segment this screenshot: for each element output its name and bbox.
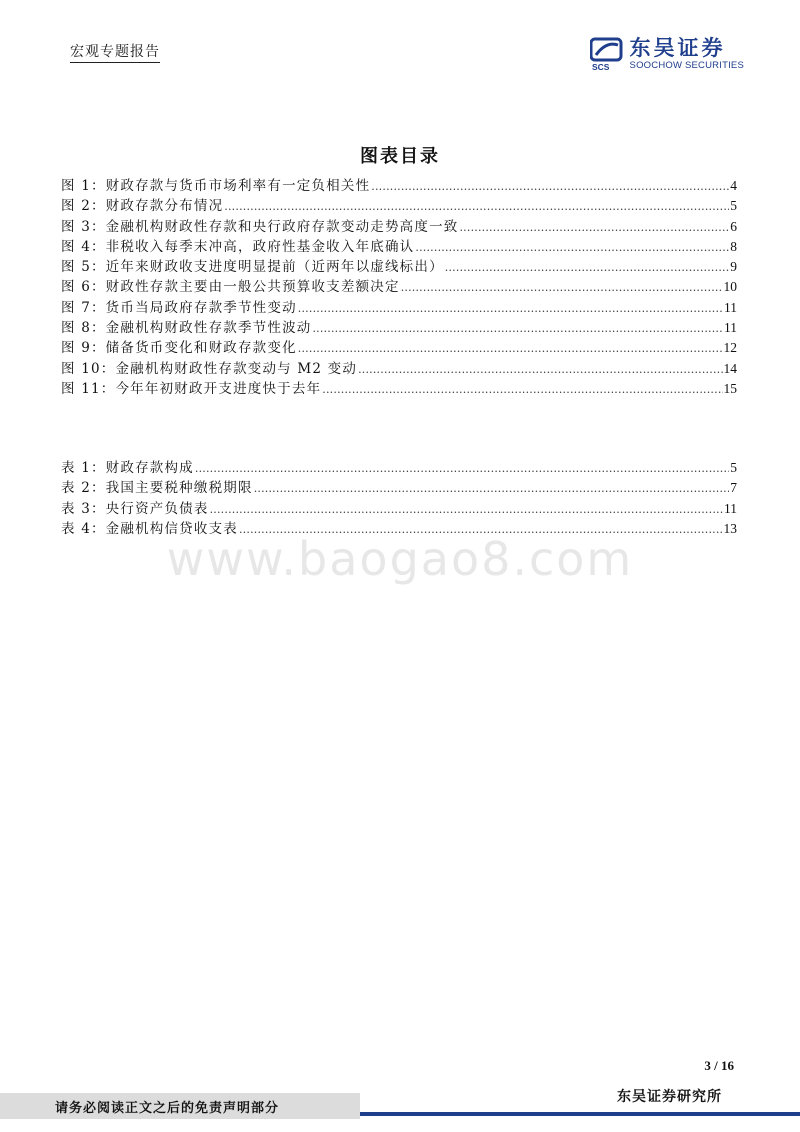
dot-leader xyxy=(298,300,723,316)
disclaimer-text: 请务必阅读正文之后的免责声明部分 xyxy=(55,1100,280,1116)
figure-entry[interactable] xyxy=(61,255,737,275)
dot-leader xyxy=(401,279,723,295)
figure-entry[interactable] xyxy=(61,275,737,295)
table-entry[interactable] xyxy=(61,497,737,517)
table-entry-page: 7 xyxy=(730,480,737,496)
watermark: www.baogao8.com xyxy=(166,532,634,586)
figure-entry-label: 图 8：金融机构财政性存款季节性波动 xyxy=(61,320,312,337)
figure-entry-page: 12 xyxy=(723,340,737,356)
figure-entry-label: 图 11：今年年初财政开支进度快于去年 xyxy=(61,380,322,397)
figure-entry-label: 图 5：近年来财政收支进度明显提前（近两年以虚线标出） xyxy=(61,259,444,276)
report-type-label: 宏观专题报告 xyxy=(70,41,160,63)
soochow-logo-icon xyxy=(590,37,626,71)
figure-entry-label: 图 4：非税收入每季末冲高，政府性基金收入年底确认 xyxy=(61,238,415,255)
figure-entry-label: 图 6：财政性存款主要由一般公共预算收支差额决定 xyxy=(61,279,400,296)
footer-divider xyxy=(360,1112,800,1116)
table-entry[interactable] xyxy=(61,456,737,476)
dot-leader xyxy=(254,480,730,496)
dot-leader xyxy=(312,320,723,336)
dot-leader xyxy=(371,178,729,194)
dot-leader xyxy=(415,239,729,255)
footer-organization: 东吴证券研究所 xyxy=(617,1089,722,1105)
logo-name-cn: 东吴证券 xyxy=(629,36,726,60)
dot-leader xyxy=(195,460,729,476)
disclaimer-banner xyxy=(0,1093,360,1119)
figure-entry[interactable] xyxy=(61,316,737,336)
table-entry-page: 13 xyxy=(723,520,737,536)
table-entry-page: 11 xyxy=(724,500,737,516)
dot-leader xyxy=(210,501,723,517)
dot-leader xyxy=(322,381,722,397)
figure-entry-page: 8 xyxy=(730,238,737,254)
dot-leader xyxy=(224,198,729,214)
table-entry-label: 表 3：央行资产负债表 xyxy=(61,500,209,517)
logo-mark-text: SCS xyxy=(591,61,610,71)
dot-leader xyxy=(358,361,722,377)
figure-entry-label: 图 7：货币当局政府存款季节性变动 xyxy=(61,299,297,316)
figure-entry[interactable] xyxy=(61,336,737,356)
figure-entry-page: 11 xyxy=(724,320,737,336)
figure-entry[interactable] xyxy=(61,235,737,255)
table-entry-label: 表 1：财政存款构成 xyxy=(61,460,194,476)
figure-entry-page: 9 xyxy=(730,259,737,275)
table-entry[interactable] xyxy=(61,476,737,496)
figure-entry[interactable] xyxy=(61,215,737,235)
figure-entry-label: 图 9：储备货币变化和财政存款变化 xyxy=(61,340,297,357)
figure-entry[interactable] xyxy=(61,174,737,194)
logo-name-en: SOOCHOW SECURITIES xyxy=(629,60,744,71)
figure-entry-page: 6 xyxy=(730,218,737,234)
figure-list xyxy=(61,174,737,397)
figure-entry-page: 4 xyxy=(730,178,737,193)
company-logo xyxy=(590,36,744,71)
table-list xyxy=(61,456,737,537)
table-entry-page: 5 xyxy=(730,460,737,475)
dot-leader xyxy=(459,219,729,235)
figure-entry-page: 5 xyxy=(730,198,737,214)
figure-entry-page: 10 xyxy=(723,279,737,295)
figure-entry[interactable] xyxy=(61,194,737,214)
figure-entry[interactable] xyxy=(61,357,737,377)
dot-leader xyxy=(445,259,729,275)
figure-entry-page: 15 xyxy=(723,380,737,396)
figure-entry-label: 图 2：财政存款分布情况 xyxy=(61,198,224,215)
table-entry-label: 表 2：我国主要税种缴税期限 xyxy=(61,480,253,497)
figure-entry-page: 14 xyxy=(723,360,737,376)
figure-entry-label: 图 1：财政存款与货币市场利率有一定负相关性 xyxy=(61,178,371,194)
figure-entry-label: 图 3：金融机构财政性存款和央行政府存款变动走势高度一致 xyxy=(61,218,459,235)
dot-leader xyxy=(298,340,723,356)
table-entry-label: 表 4：金融机构信贷收支表 xyxy=(61,520,238,537)
toc-title: 图表目录 xyxy=(360,146,440,167)
figure-entry-page: 11 xyxy=(724,299,737,315)
figure-entry[interactable] xyxy=(61,296,737,316)
figure-entry-label: 图 10：金融机构财政性存款变动与 M2 变动 xyxy=(61,360,358,377)
page-number: 3 / 16 xyxy=(704,1058,734,1073)
figure-entry[interactable] xyxy=(61,377,737,397)
